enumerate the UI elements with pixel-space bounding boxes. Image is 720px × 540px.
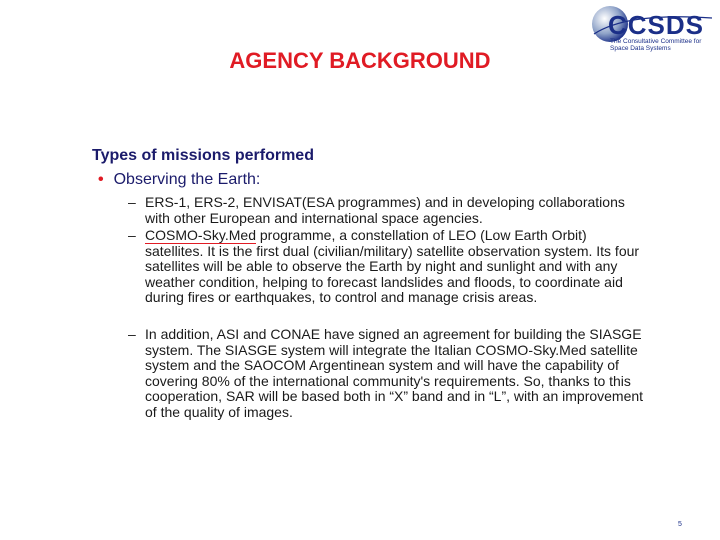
bullet-item <box>98 170 260 190</box>
dash-marker: – <box>128 227 136 243</box>
sub-item-text: In addition, ASI and CONAE have signed an agreement for building the SIASGE system. The SIASGE system will integrate the Italian COSMO-Sky.Med satellite system and the SAOCOM Argentinean system and will have the capability of covering 80% of the international community's requirements. So, thanks to this cooperation, SAR will be based both in “X” band and in “L”, with an improvement of the quality of images. <box>145 326 644 420</box>
logo-subtitle: The Consultative Committee for Space Data Systems <box>610 38 702 52</box>
logo-wordmark: CCSDS <box>608 10 705 40</box>
bullet-label: Observing the Earth: <box>113 171 261 188</box>
sub-item-body: programme, a constellation of LEO (Low Earth Orbit) satellites. It is the first dual (civilian/military) satellite observation system. Its four satellites will be able to observe the Earth by night and sunlight and with any weather condition, helping to forecast landslides and floods, to coordinate aid during fires or earthquakes, to control and manage crisis areas. <box>145 227 640 306</box>
sub-item-text: ERS-1, ERS-2, ENVISAT(ESA programmes) and in developing collaborations with other European and international space agencies. <box>145 194 625 226</box>
dash-marker: – <box>128 194 136 210</box>
highlight-link: COSMO-Sky.Med <box>145 227 256 243</box>
page-title: AGENCY BACKGROUND <box>229 48 491 73</box>
dash-marker: – <box>128 326 136 342</box>
sub-item-text <box>145 228 645 306</box>
bullet-symbol: • <box>98 171 104 188</box>
ccsds-logo <box>588 4 716 50</box>
section-heading: Types of missions performed <box>92 147 314 164</box>
page-number: 5 <box>678 521 682 528</box>
